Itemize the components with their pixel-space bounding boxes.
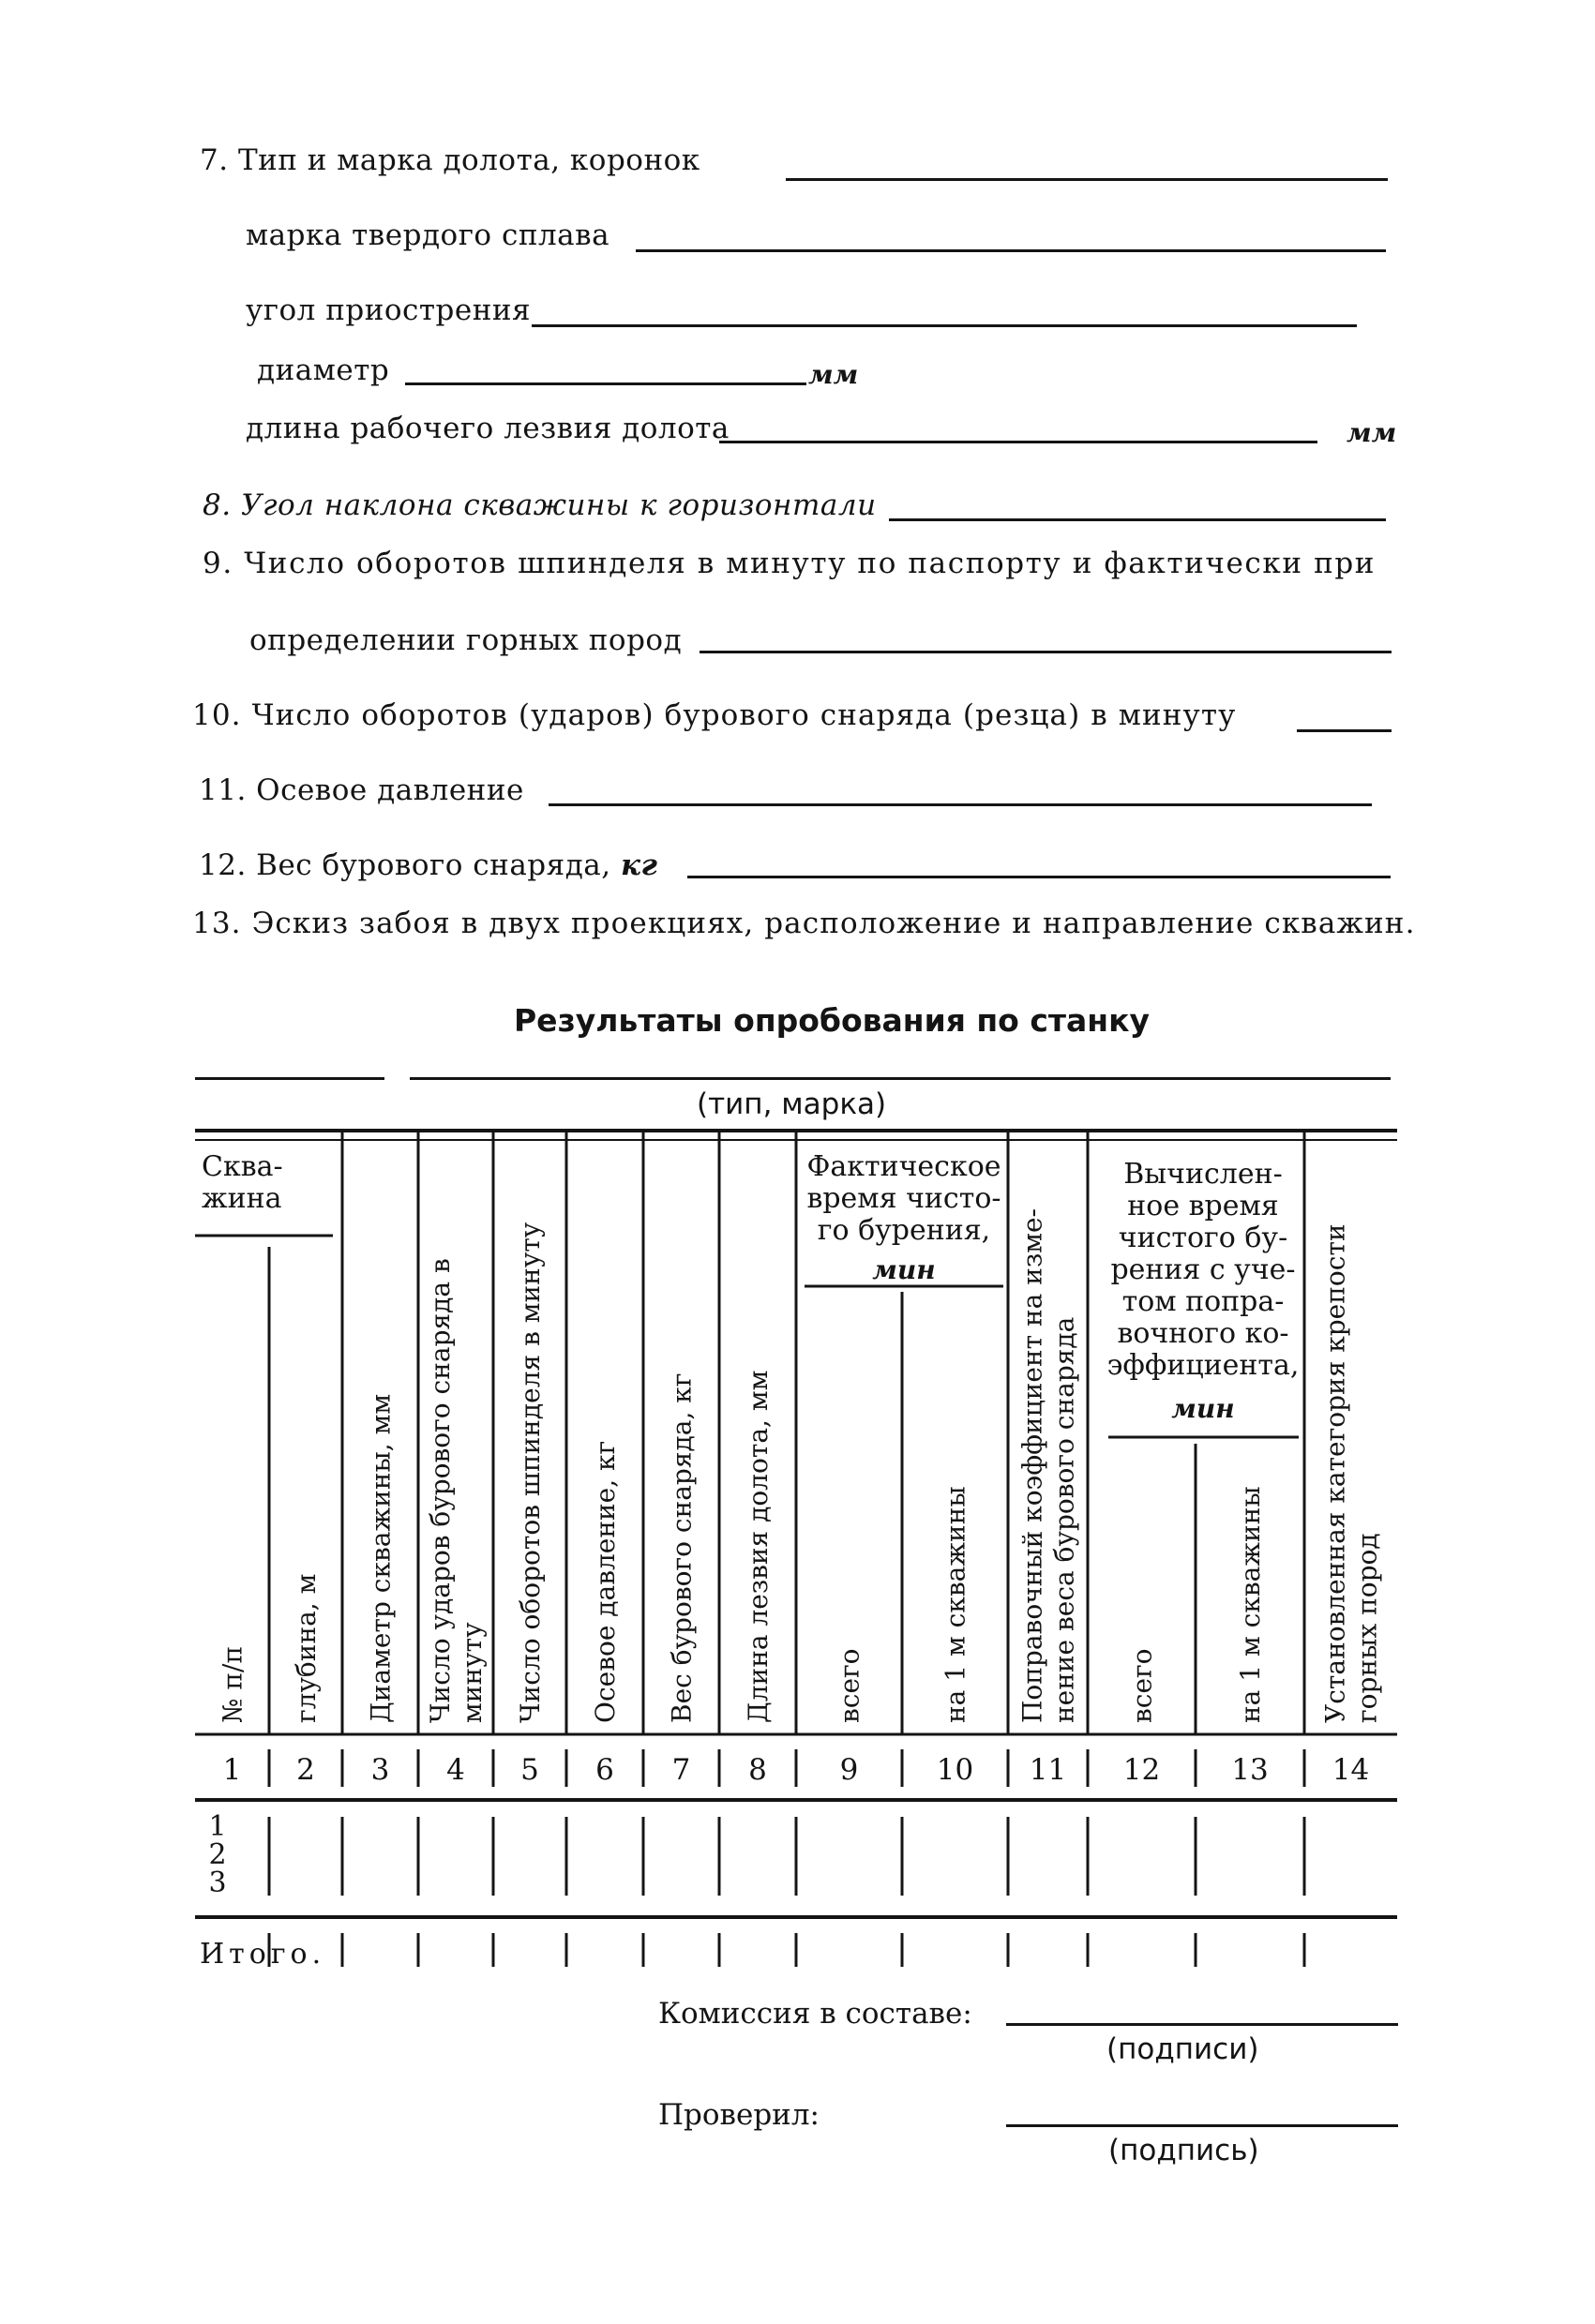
column-header: Число ударов бурового снаряда в <box>425 1258 456 1723</box>
column-header: Диаметр скважины, мм <box>365 1393 397 1723</box>
signature-caption: (подпись) <box>1108 2134 1259 2167</box>
column-number: 14 <box>1332 1753 1370 1787</box>
column-number: 8 <box>748 1753 767 1787</box>
column-header: всего <box>834 1648 865 1723</box>
column-header: Установленная категория крепости <box>1319 1223 1351 1723</box>
column-number: 2 <box>296 1753 315 1787</box>
item-label: Число оборотов (ударов) бурового снаряда (резца) в минуту <box>251 698 1237 732</box>
item-label: угол приострения <box>246 293 532 327</box>
calc-time-group-header: том попра- <box>1121 1285 1285 1318</box>
column-number: 11 <box>1029 1753 1067 1787</box>
column-header: Вес бурового снаряда, кг <box>666 1372 698 1723</box>
commission-signature-line[interactable] <box>1006 2023 1398 2026</box>
item-number: 12. <box>199 848 247 882</box>
item-number: 11. <box>199 773 247 807</box>
commission-label: Комиссия в составе: <box>658 1997 972 2031</box>
column-header: нение веса бурового снаряда <box>1048 1316 1080 1723</box>
item-label: длина рабочего лезвия долота <box>246 412 730 445</box>
actual-time-unit: мин <box>872 1254 936 1285</box>
column-header: на 1 м скважины <box>1235 1486 1266 1723</box>
unit-mm: мм <box>808 359 859 390</box>
well-group-header: жина <box>202 1182 282 1215</box>
column-header: Длина лезвия долота, мм <box>743 1370 774 1723</box>
column-number: 4 <box>446 1753 465 1787</box>
column-header: на 1 м скважины <box>940 1486 971 1723</box>
column-header: Поправочный коэффициент на изме- <box>1016 1207 1048 1723</box>
item-label: Угол наклона скважины к горизонтали <box>240 488 877 522</box>
row-number: 2 <box>208 1838 227 1871</box>
section-title: Результаты опробования по станку <box>514 1002 1150 1039</box>
column-number: 3 <box>370 1753 390 1787</box>
row-number: 3 <box>208 1867 227 1899</box>
type-caption: (тип, марка) <box>697 1087 887 1121</box>
item-label: Вес бурового снаряда, <box>256 848 611 882</box>
column-number: 12 <box>1122 1753 1161 1787</box>
column-header: всего <box>1126 1648 1158 1723</box>
item-number: 13. <box>192 907 242 940</box>
calc-time-unit: мин <box>1171 1393 1235 1424</box>
column-number: 7 <box>671 1753 691 1787</box>
unit-kg: кг <box>621 848 658 882</box>
column-number: 1 <box>222 1753 242 1787</box>
column-header: глубина, м <box>291 1573 322 1723</box>
calc-time-group-header: Вычислен- <box>1123 1158 1283 1191</box>
item-label: определении горных пород <box>249 623 683 657</box>
item-label: Тип и марка долота, коронок <box>237 143 700 177</box>
row-number: 1 <box>208 1810 227 1843</box>
item-number: 8. <box>203 488 232 522</box>
checker-signature-line[interactable] <box>1006 2124 1398 2127</box>
checked-label: Проверил: <box>658 2098 820 2132</box>
well-group-header: Сква- <box>202 1150 283 1183</box>
item-number: 10. <box>192 698 242 732</box>
column-number: 6 <box>595 1753 614 1787</box>
column-header: № п/п <box>217 1645 248 1723</box>
column-header: горных пород <box>1351 1533 1383 1723</box>
unit-mm: мм <box>1347 417 1397 448</box>
item-label: Эскиз забоя в двух проекциях, расположение и направление скважин. <box>251 907 1416 940</box>
total-label: Итого. <box>200 1938 326 1971</box>
item-label: Осевое давление <box>256 773 524 807</box>
calc-time-group-header: вочного ко- <box>1117 1317 1289 1350</box>
item-label: Число оборотов шпинделя в минуту по паспорту и фактически при <box>244 547 1377 580</box>
item-label: диаметр <box>257 353 390 387</box>
column-number: 5 <box>520 1753 539 1787</box>
calc-time-group-header: эффициента, <box>1106 1349 1300 1382</box>
item-number: 7. <box>200 143 229 177</box>
calc-time-group-header: ное время <box>1127 1190 1279 1222</box>
signatures-caption: (подписи) <box>1106 2032 1259 2066</box>
column-number: 9 <box>839 1753 859 1787</box>
column-header: минуту <box>457 1622 488 1723</box>
column-header: Осевое давление, кг <box>590 1440 621 1723</box>
calc-time-group-header: рения с уче- <box>1110 1253 1296 1286</box>
column-header: Число оборотов шпинделя в минуту <box>515 1222 546 1723</box>
actual-time-group-header: го бурения, <box>817 1214 991 1247</box>
item-number: 9. <box>203 547 233 580</box>
column-number: 13 <box>1231 1753 1269 1787</box>
item-label: марка твердого сплава <box>246 218 610 252</box>
column-number: 10 <box>936 1753 974 1787</box>
actual-time-group-header: Фактическое <box>806 1150 1001 1183</box>
calc-time-group-header: чистого бу- <box>1118 1222 1288 1254</box>
actual-time-group-header: время чисто- <box>806 1182 1001 1215</box>
